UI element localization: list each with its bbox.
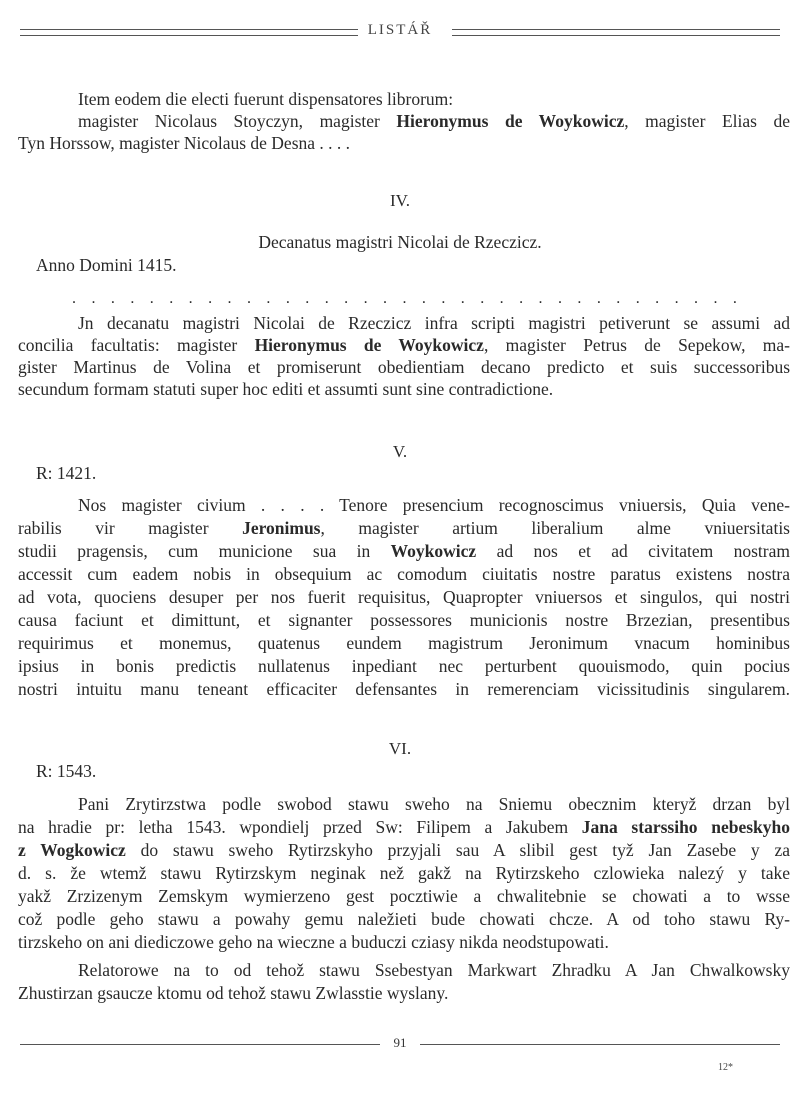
section-iv-line-2: concilia facultatis: magister Hieronymus de Woykowicz, magister Petrus de Sepekow, ma- xyxy=(18,335,790,355)
section-vi-numeral: VI. xyxy=(388,739,412,758)
person-name: Jeronimus xyxy=(242,518,321,538)
section-vi-line-1: Pani Zrytirzstwa podle swobod stawu sweho na Sniemu obecznim kteryž drzan byl xyxy=(78,794,790,814)
section-v-line-9: nostri intuitu manu teneant efficaciter defensantes in remerenciam vicissitudinis singularem. xyxy=(18,679,790,699)
intro-line-2: magister Nicolaus Stoyczyn, magister Hieronymus de Woykowicz, magister Elias de xyxy=(78,111,790,131)
section-iv-line-4: secundum formam statuti super hoc editi et assumti sunt sine contradictione. xyxy=(18,379,554,399)
section-vi-date: R: 1543. xyxy=(36,761,97,781)
person-name: Hieronymus de Woykowicz xyxy=(396,111,625,131)
section-vi-line-3: z Wogkowicz do stawu sweho Rytirzskyho przyjali sau A slibil gest tyž Jan Zasebe y za xyxy=(18,840,790,860)
ellipsis-row: . . . . . . . . . . . . . . . . . . . . . . . . . . . . . . . . . . . xyxy=(72,290,737,307)
intro-line-1: Item eodem die electi fuerunt dispensatores librorum: xyxy=(78,89,454,109)
header-rule-right xyxy=(452,29,780,36)
intro-line-3: Tyn Horssow, magister Nicolaus de Desna . . . . xyxy=(18,133,351,153)
section-vi-line-8: Relatorowe na to od tehož stawu Ssebestyan Markwart Zhradku A Jan Chwalkowsky xyxy=(78,960,790,980)
section-v-line-6: causa faciunt et dimittunt, et signanter possessores municionis nostre Brzezian, presentibus xyxy=(18,610,790,630)
section-v-date: R: 1421. xyxy=(36,463,97,483)
section-vi-line-5: yakž Zrzizenym Zemskym wymierzeno gest pocztiwie a chwalitebnie se chowati a to wsse xyxy=(18,886,790,906)
section-v-line-7: requirimus et monemus, quatenus eundem magistrum Jeronimum vnacum hominibus xyxy=(18,633,790,653)
person-name: Jana starssiho nebeskyho xyxy=(581,817,790,837)
section-vi-line-6: což podle geho stawu a powahy gemu naležieti bude chowati chcze. A od toho stawu Ry- xyxy=(18,909,790,929)
person-name: Hieronymus de Woykowicz xyxy=(254,335,484,355)
page-number: 91 xyxy=(0,1035,800,1051)
place-name: z Wogkowicz xyxy=(18,840,126,860)
section-iv-line-1: Jn decanatu magistri Nicolai de Rzeczicz infra scripti magistri petiverunt se assumi ad xyxy=(78,313,790,333)
section-vi-line-2: na hradie pr: letha 1543. wpondielj przed Sw: Filipem a Jakubem Jana starssiho nebeskyho xyxy=(18,817,790,837)
section-vi-line-4: d. s. že wtemž stawu Rytirzskym neginak než gakž na Rytirzskeho czlowieka nalezý y take xyxy=(18,863,790,883)
section-v-numeral: V. xyxy=(392,442,408,461)
section-v-line-8: ipsius in bonis predictis nullatenus inpediant nec perturbent quouismodo, quin pocius xyxy=(18,656,790,676)
section-v-line-1: Nos magister civium . . . . Tenore presencium recognoscimus vniuersis, Quia vene- xyxy=(78,495,790,515)
signature-mark: 12* xyxy=(718,1062,733,1073)
section-v-line-3: studii pragensis, cum municione sua in Woykowicz ad nos et ad civitatem nostram xyxy=(18,541,790,561)
running-header: LISTÁŘ xyxy=(0,22,800,39)
section-iv-line-3: gister Martinus de Volina et promiserunt obedientiam decano predicto et suis successoribus xyxy=(18,357,790,377)
section-vi-line-9: Zhustirzan gsaucze ktomu od tehož stawu Zwlasstie wyslany. xyxy=(18,983,449,1003)
section-iv-numeral: IV. xyxy=(390,191,410,210)
footer-rule-right xyxy=(420,1044,780,1045)
section-v-line-4: accessit cum eadem nobis in obsequium ac comodum ciuitatis nostre paratus existens nostra xyxy=(18,564,790,584)
section-vi-line-7: tirzskeho on ani diediczowe geho na wieczne a buduczi cziasy nikda neodstupowati. xyxy=(18,932,609,952)
section-v-line-5: ad vota, quociens desuper per nos fuerit requisitus, Quapropter vniuersos et singulos, qui nostri xyxy=(18,587,790,607)
section-v-line-2: rabilis vir magister Jeronimus, magister artium liberalium alme vniuersitatis xyxy=(18,518,790,538)
section-iv-heading: Decanatus magistri Nicolai de Rzeczicz. xyxy=(258,232,542,252)
place-name: Woykowicz xyxy=(390,541,477,561)
section-iv-date: Anno Domini 1415. xyxy=(36,255,177,275)
